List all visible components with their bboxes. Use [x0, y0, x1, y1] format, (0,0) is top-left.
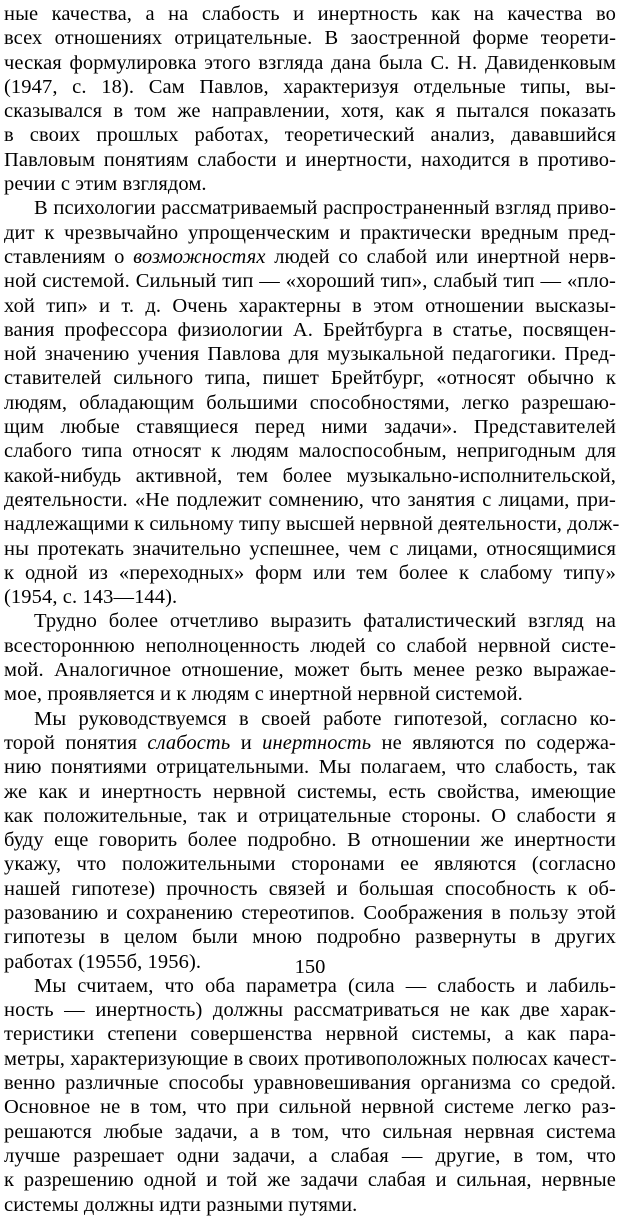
- text-line: нашей гипотезе) прочность связей и большая способность к об-: [4, 877, 616, 900]
- text-line: надлежащими к сильному типу высшей нервной деятельности, долж-: [4, 513, 620, 536]
- text-line: Мы руководствуемся в своей работе гипотезой, согласно ко-: [34, 707, 616, 730]
- text-line: укажу, что положительными сторонами ее являются (согласно: [4, 853, 616, 876]
- page-number: 150: [294, 956, 326, 978]
- text-line: системы должны идти разными путями.: [4, 1193, 358, 1216]
- text-line: (1947, с. 18). Сам Павлов, характеризуя отдельные типы, вы-: [4, 75, 616, 98]
- text-line: в своих прошлых работах, теоретический анализ, дававшийся: [4, 124, 616, 147]
- text-line: ставителей сильного типа, пишет Брейтбург, «относят обычно к: [4, 367, 616, 390]
- text-line: работах (1955б, 1956).: [4, 950, 202, 973]
- text-line: Трудно более отчетливо выразить фаталистический взгляд на: [34, 610, 616, 633]
- text-line: (1954, с. 143—144).: [4, 586, 178, 609]
- text-line: гипотезы в целом были мною подробно развернуты в других: [4, 926, 616, 949]
- text-line: как положительные, так и отрицательные стороны. О слабости я: [4, 804, 616, 827]
- text-line: хой тип» и т. д. Очень характерны в этом отношении высказы-: [4, 294, 616, 317]
- text-line: ность — инертность) должны рассматриваться не как две харак-: [4, 999, 616, 1022]
- text-line: Павловым понятиям слабости и инертности, находится в противо-: [4, 148, 616, 171]
- text-line: к разрешению одной и той же задачи слабая и сильная, нервные: [4, 1169, 616, 1192]
- text-line: В психологии рассматриваемый распространенный взгляд приво-: [34, 197, 616, 220]
- text-line: метры, характеризующие в своих противоположных полюсах качест-: [4, 1047, 617, 1070]
- text-line: Основное не в том, что при сильной нервной системе легко раз-: [4, 1096, 616, 1119]
- text-line: ной системой. Сильный тип — «хороший тип», слабый тип — «пло-: [4, 270, 616, 293]
- text-line: ставлениям о возможностях людей со слабой или инертной нерв-: [4, 245, 616, 268]
- text-line: какой-нибудь активной, тем более музыкально-исполнительской,: [4, 464, 616, 487]
- body-text: [4, 2, 620, 1217]
- text-line: слабого типа относят к людям малоспособным, непригодным для: [4, 440, 616, 463]
- text-line: ные качества, а на слабость и инертность как на качества во: [4, 3, 616, 25]
- text-line: ны протекать значительно успешнее, чем с лицами, относящимися: [4, 537, 616, 560]
- text-line: буду еще говорить более подробно. В отношении же инертности: [4, 829, 616, 852]
- text-line: лучше разрешает одни задачи, а слабая — другие, в том, что: [4, 1144, 616, 1167]
- text-line: мое, проявляется и к людям с инертной нервной системой.: [4, 683, 523, 706]
- text-line: разованию и сохранению стереотипов. Соображения в пользу этой: [4, 901, 616, 924]
- text-line: торой понятия слабость и инертность не являются по содержа-: [4, 731, 616, 754]
- text-line: всех отношениях отрицательные. В заостренной форме теорети-: [4, 27, 616, 50]
- text-line: вания профессора физиологии А. Брейтбурга в статье, посвящен-: [4, 318, 616, 341]
- text-line: сказывался в том же направлении, хотя, как я пытался показать: [4, 100, 616, 123]
- text-line: дит к чрезвычайно упрощенческим и практически вредным пред-: [4, 221, 616, 244]
- text-line: мой. Аналогичное отношение, может быть менее резко выражае-: [4, 659, 616, 682]
- text-line: щим любые ставящиеся перед ними задачи». Представителей: [4, 416, 616, 439]
- text-line: теристики степени совершенства нервной системы, а как пара-: [4, 1023, 616, 1046]
- text-line: речии с этим взглядом.: [4, 173, 207, 196]
- text-line: ческая формулировка этого взгляда дана была С. Н. Давиденковым: [4, 51, 616, 74]
- text-line: же как и инертность нервной системы, есть свойства, имеющие: [4, 780, 616, 803]
- text-line: к одной из «переходных» форм или тем более к слабому типу»: [4, 561, 616, 584]
- text-line: деятельности. «Не подлежит сомнению, что занятия с лицами, при-: [4, 488, 616, 511]
- text-line: ной значению учения Павлова для музыкальной педагогики. Пред-: [4, 343, 616, 366]
- text-line: венно различные способы уравновешивания организма со средой.: [4, 1072, 616, 1095]
- text-line: нию понятиями отрицательными. Мы полагаем, что слабость, так: [4, 756, 616, 779]
- text-line: людям, обладающим большими способностями, легко разрешаю-: [4, 391, 616, 414]
- text-line: всестороннюю неполноценность людей со слабой нервной систе-: [4, 634, 616, 657]
- text-line: решаются любые задачи, а в том, что сильная нервная система: [4, 1120, 616, 1143]
- text-line: Мы считаем, что оба параметра (сила — слабость и лабиль-: [34, 974, 616, 997]
